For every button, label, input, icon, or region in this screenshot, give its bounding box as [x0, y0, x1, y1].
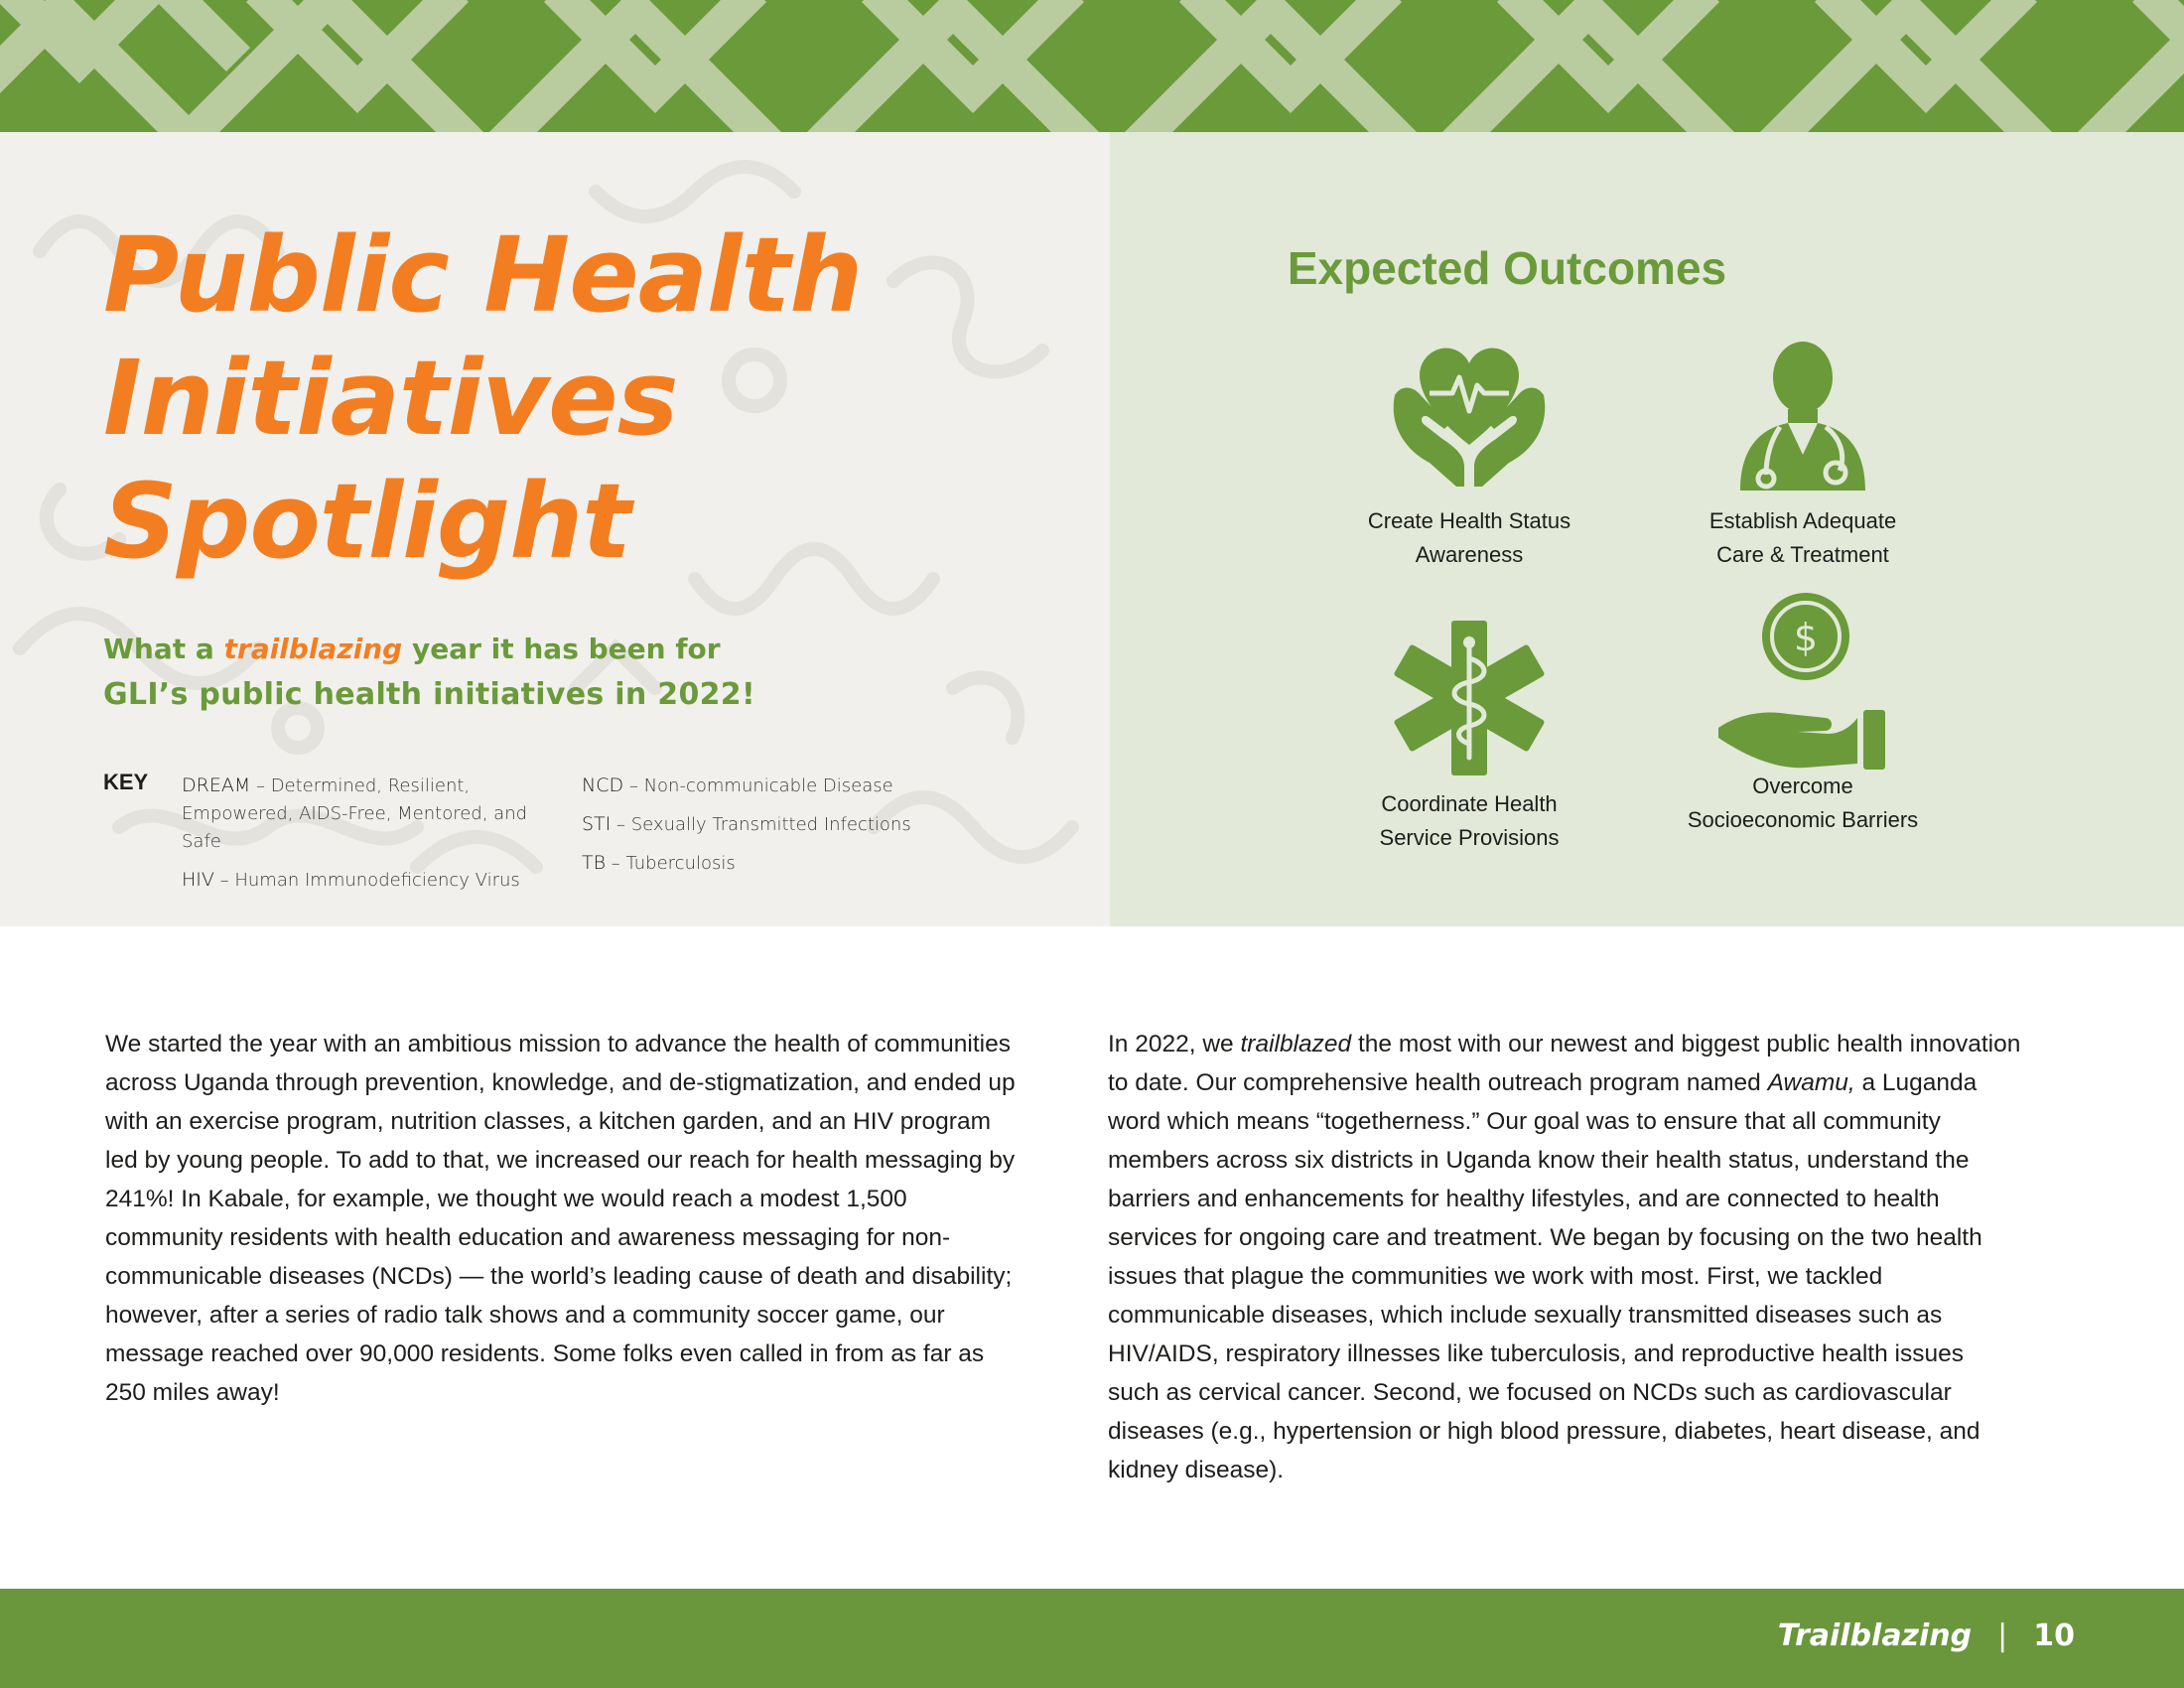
hero-left-panel	[0, 132, 1110, 926]
body-column-right	[1108, 1025, 2021, 1489]
body-right-emphasis: trailblazed	[1240, 1031, 1352, 1057]
key-abbr: HIV	[182, 869, 214, 891]
outcome-label: Coordinate Health Service Provisions	[1379, 791, 1560, 850]
subtitle-post: year it has been for	[411, 633, 721, 665]
outcome-label: Overcome Socioeconomic Barriers	[1687, 774, 1919, 832]
page-title	[103, 213, 862, 583]
key-definition: – Determined, Resilient, Empowered, AIDS-Free, Mentored, and Safe	[182, 775, 528, 852]
page-number: 10	[2033, 1618, 2075, 1653]
key-abbr: TB	[582, 852, 607, 874]
body-right-part: the most with our newest and biggest public health innovation to date. Our comprehensive health outreach program named	[1108, 1031, 2021, 1096]
title-line-1: Public Health	[103, 214, 863, 336]
subtitle-pre: What a	[103, 633, 214, 665]
key-abbr: NCD	[582, 774, 624, 796]
medical-star-icon	[1385, 619, 1554, 777]
expected-outcomes-panel	[1110, 132, 2184, 926]
body-column-left: We started the year with an ambitious mission to advance the health of communities across Uganda through prevention, knowledge, and de-stigmatization, and ended up with an exercise program, nutrition classes, a kitchen garden, and an HIV program led by young people. To add to that, we increased our reach for health messaging by 241%! In Kabale, for example, we thought we would reach a modest 1,500 community residents with health education and awareness messaging for non-communicable diseases (NCDs) — the world’s leading cause of death and disability; however, after a series of radio talk shows and a community soccer game, our message reached over 90,000 residents. Some folks even called in from as far as 250 miles away!	[105, 1031, 1016, 1406]
outcome-health-awareness	[1320, 336, 1618, 572]
body-right-part: a Luganda word which means “togetherness.” Our goal was to ensure that all community members across six districts in Uganda know their health status, understand the barriers and enhancements for healthy lifestyles, and are connected to health services for ongoing care and treatment. We began by focusing on the two health issues that plague the communities we work with most. First, we tackled communicable diseases, which include sexually transmitted diseases such as HIV/AIDS, respiratory illnesses like tuberculosis, and reproductive health issues such as cervical cancer. Second, we focused on NCDs such as cardiovascular diseases (e.g., hypertension or high blood pressure, diabetes, heart disease, and kidney disease).	[1108, 1069, 1982, 1483]
subtitle	[103, 627, 755, 718]
footer-text	[1778, 1618, 2075, 1653]
key-entry	[582, 810, 979, 839]
outcomes-title: Expected Outcomes	[1287, 242, 1727, 294]
outcome-socioeconomic	[1654, 589, 1952, 837]
outcome-label: Create Health Status Awareness	[1367, 508, 1571, 567]
outcome-coordinate-services	[1320, 619, 1618, 855]
key-definition: – Non-communicable Disease	[628, 775, 893, 796]
subtitle-line-2: GLI’s public health initiatives in 2022!	[103, 677, 755, 712]
subtitle-line-1	[103, 627, 755, 672]
key-entry	[182, 772, 539, 856]
body-right-part: In 2022, we	[1108, 1031, 1234, 1057]
footer-separator: |	[1997, 1618, 2008, 1653]
subtitle-highlight: trailblazing	[223, 633, 403, 665]
heart-hands-icon	[1385, 336, 1554, 494]
outcome-care-treatment	[1654, 336, 1952, 572]
title-line-3: Spotlight	[103, 461, 631, 582]
coin-symbol: $	[1793, 616, 1819, 659]
key-column-1	[182, 772, 539, 905]
key-entry	[182, 866, 539, 895]
key-column-2	[582, 772, 979, 888]
footer-brand: Trailblazing	[1777, 1618, 1973, 1653]
body-right-emphasis: Awamu,	[1767, 1069, 1855, 1096]
footer-bar	[0, 1589, 2184, 1688]
title-line-2: Initiatives	[103, 338, 678, 459]
doctor-icon	[1718, 336, 1887, 494]
key-abbr: STI	[582, 813, 612, 835]
key-abbr: DREAM	[182, 774, 251, 796]
outcome-label: Establish Adequate Care & Treatment	[1708, 508, 1897, 567]
key-definition: – Tuberculosis	[611, 853, 736, 874]
decorative-stripe-band	[0, 0, 2184, 132]
key-definition: – Sexually Transmitted Infections	[616, 814, 911, 835]
key-entry	[582, 849, 979, 878]
key-definition: – Human Immunodeficiency Virus	[219, 870, 520, 891]
hand-coin-icon	[1708, 589, 1897, 777]
key-label: KEY	[103, 770, 149, 794]
key-entry	[582, 772, 979, 800]
